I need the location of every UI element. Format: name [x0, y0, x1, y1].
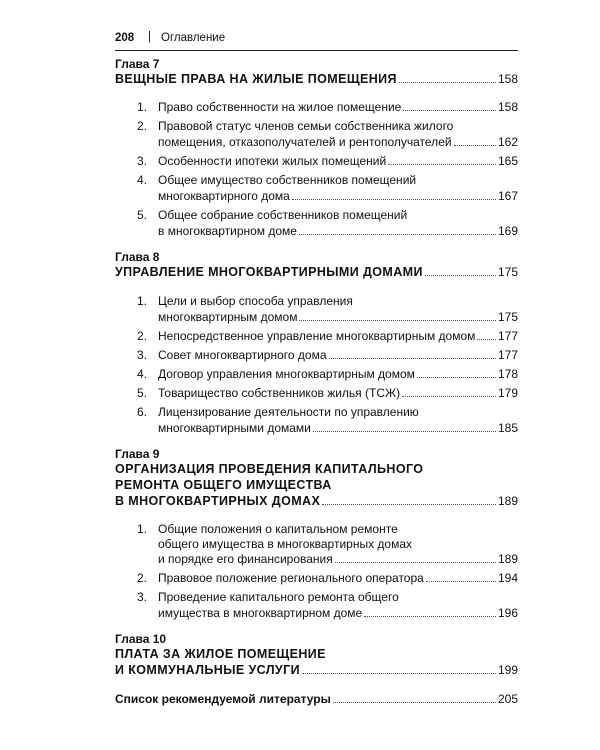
leader-dots — [417, 375, 496, 378]
chapter-8-label: Глава 8 — [115, 250, 160, 264]
toc-entry-page: 196 — [497, 606, 518, 620]
chapter-9-label: Глава 9 — [115, 447, 160, 461]
leader-dots — [403, 108, 496, 111]
toc-entry-text: многоквартирного дома — [158, 189, 290, 203]
bibliography-label: Список рекомендуемой литературы — [115, 692, 331, 706]
leader-dots — [313, 429, 496, 432]
toc-entry-text: общего имущества в многоквартирных домах — [158, 537, 413, 551]
toc-entry-text: многоквартирными домами — [158, 421, 311, 435]
header-separator: | — [148, 31, 151, 43]
toc-entry-7-3[interactable] — [158, 154, 518, 168]
toc-entry-text: Цели и выбор способа управления — [158, 294, 353, 308]
toc-entry-8-6[interactable] — [158, 421, 518, 435]
toc-entry-text: Общее имущество собственников помещений — [158, 173, 417, 187]
chapter-9-title: В МНОГОКВАРТИРНЫХ ДОМАХ — [115, 494, 321, 508]
toc-entry-8-2[interactable] — [158, 329, 518, 343]
item-number: 1. — [137, 522, 148, 536]
toc-entry-7-5[interactable] — [158, 224, 518, 238]
toc-entry-text: Правовой статус членов семьи собственника жилого — [158, 119, 454, 133]
toc-entry-page: 177 — [497, 329, 518, 343]
leader-dots — [292, 197, 496, 200]
item-number: 4. — [137, 173, 148, 187]
leader-dots — [388, 162, 496, 165]
item-number: 5. — [137, 386, 148, 400]
toc-entry-page: 167 — [497, 189, 518, 203]
toc-entry-8-1[interactable] — [158, 310, 518, 324]
toc-entry-text: многоквартирным домом — [158, 310, 298, 324]
toc-entry-page: 177 — [497, 348, 518, 362]
chapter-9-page: 189 — [497, 494, 518, 508]
toc-entry-text: Проведение капитального ремонта общего — [158, 590, 399, 604]
chapter-8-title: УПРАВЛЕНИЕ МНОГОКВАРТИРНЫМИ ДОМАМИ — [115, 265, 423, 279]
bibliography-page: 205 — [497, 692, 518, 706]
toc-entry-text: и порядке его финансирования — [158, 552, 333, 566]
toc-entry-text: помещения, отказополучателей и рентополучателей — [158, 135, 452, 149]
leader-dots — [335, 560, 496, 563]
chapter-9-title: ОРГАНИЗАЦИЯ ПРОВЕДЕНИЯ КАПИТАЛЬНОГО — [115, 462, 424, 476]
item-number: 3. — [137, 154, 148, 168]
item-number: 2. — [137, 571, 148, 585]
chapter-10-label: Глава 10 — [115, 632, 167, 646]
item-number: 3. — [137, 590, 148, 604]
chapter-10-page: 199 — [497, 663, 518, 677]
leader-dots — [333, 700, 496, 703]
toc-entry-page: 175 — [497, 310, 518, 324]
chapter-8-page: 175 — [497, 265, 518, 279]
chapter-7-label: Глава 7 — [115, 57, 160, 71]
toc-entry-page: 162 — [497, 135, 518, 149]
leader-dots — [454, 143, 496, 146]
toc-entry-text: Право собственности на жилое помещение — [158, 100, 402, 114]
chapter-10-title: ПЛАТА ЗА ЖИЛОЕ ПОМЕЩЕНИЕ — [115, 647, 326, 661]
toc-entry-page: 165 — [497, 154, 518, 168]
toc-entry-page: 158 — [497, 100, 518, 114]
leader-dots — [477, 337, 496, 340]
toc-entry-8-4[interactable] — [158, 367, 518, 381]
toc-entry-text: Совет многоквартирного дома — [158, 348, 327, 362]
leader-dots — [426, 579, 496, 582]
toc-entry-9-3[interactable] — [158, 606, 518, 620]
leader-dots — [425, 273, 496, 276]
item-number: 3. — [137, 348, 148, 362]
toc-entry-9-2[interactable] — [158, 571, 518, 585]
item-number: 5. — [137, 208, 148, 222]
toc-entry-text: Общее собрание собственников помещений — [158, 208, 408, 222]
toc-entry-9-1[interactable] — [158, 552, 518, 566]
toc-entry-8-5[interactable] — [158, 386, 518, 400]
chapter-7-page: 158 — [497, 72, 518, 86]
toc-entry-8-3[interactable] — [158, 348, 518, 362]
page-number: 208 — [115, 32, 135, 44]
toc-entry-page: 194 — [497, 571, 518, 585]
leader-dots — [402, 394, 496, 397]
toc-entry-text: Договор управления многоквартирным домом — [158, 367, 415, 381]
chapter-7-title: ВЕЩНЫЕ ПРАВА НА ЖИЛЫЕ ПОМЕЩЕНИЯ — [115, 72, 397, 86]
toc-entry-text: Общие положения о капитальном ремонте — [158, 522, 398, 536]
leader-dots — [329, 356, 496, 359]
leader-dots — [399, 80, 496, 83]
toc-entry-page: 178 — [497, 367, 518, 381]
toc-entry-text: в многоквартирном доме — [158, 224, 297, 238]
toc-entry-page: 169 — [497, 224, 518, 238]
item-number: 1. — [137, 294, 148, 308]
chapter-10-entry[interactable] — [115, 663, 518, 677]
chapter-7-entry[interactable] — [115, 72, 518, 86]
chapter-10-title: И КОММУНАЛЬНЫЕ УСЛУГИ — [115, 663, 300, 677]
item-number: 4. — [137, 367, 148, 381]
toc-entry-text: Товарищество собственников жилья (ТСЖ) — [158, 386, 401, 400]
running-title: Оглавление — [161, 32, 226, 44]
toc-entry-7-2[interactable] — [158, 135, 518, 149]
toc-entry-page: 185 — [497, 421, 518, 435]
chapter-9-title: РЕМОНТА ОБЩЕГО ИМУЩЕСТВА — [115, 478, 332, 492]
toc-entry-text: Лицензирование деятельности по управлению — [158, 405, 419, 419]
bibliography-entry[interactable] — [115, 692, 518, 706]
toc-entry-text: имущества в многоквартирном доме — [158, 606, 363, 620]
item-number: 1. — [137, 100, 148, 114]
item-number: 2. — [137, 329, 148, 343]
toc-entry-text: Особенности ипотеки жилых помещений — [158, 154, 387, 168]
item-number: 6. — [137, 405, 148, 419]
toc-entry-page: 189 — [497, 552, 518, 566]
leader-dots — [299, 232, 496, 235]
leader-dots — [299, 318, 495, 321]
toc-entry-page: 179 — [497, 386, 518, 400]
toc-entry-7-4[interactable] — [158, 189, 518, 203]
toc-entry-text: Правовое положение регионального оператора — [158, 571, 424, 585]
leader-dots — [364, 614, 496, 617]
chapter-9-entry[interactable] — [115, 494, 518, 508]
toc-entry-7-1[interactable] — [158, 100, 518, 114]
item-number: 2. — [137, 119, 148, 133]
chapter-8-entry[interactable] — [115, 265, 518, 279]
toc-entry-text: Непосредственное управление многоквартирным домом — [158, 329, 476, 343]
leader-dots — [302, 671, 496, 674]
page-header — [115, 30, 518, 51]
leader-dots — [322, 502, 496, 505]
